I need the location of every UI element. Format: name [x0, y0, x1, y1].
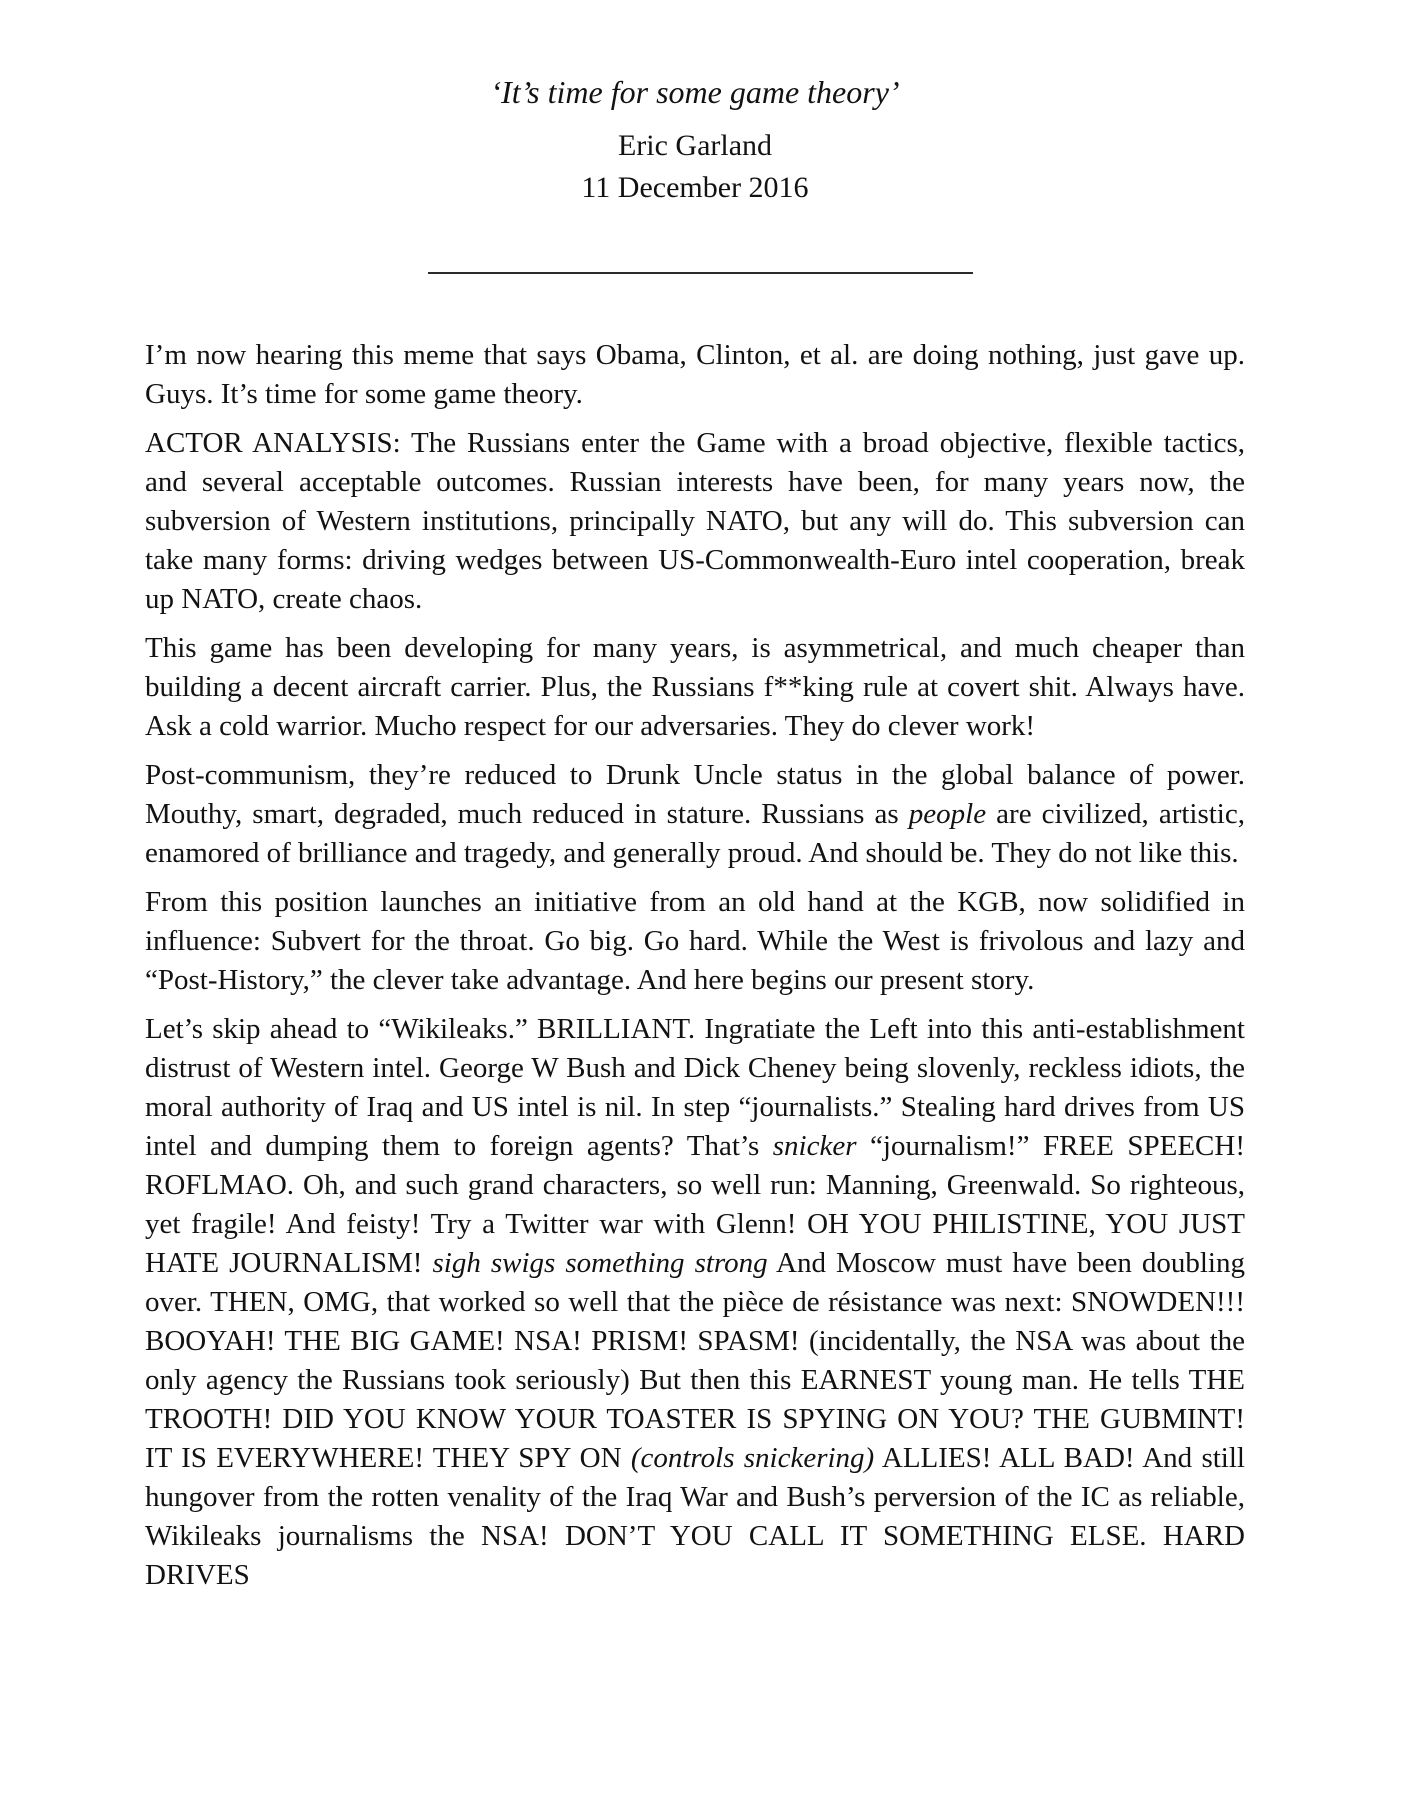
- text-run: ACTOR ANALYSIS: The Russians enter the Game with a broad objective, flexible tactics, and several acceptable outcomes. Russian interests have been, for many years now, the subversion of Western institutions, principally NATO, but any will do. This subversion can take many forms: driving wedges between US-Commonwealth-Euro intel cooperation, break up NATO, create chaos.: [145, 427, 1245, 615]
- document-author: Eric Garland: [617, 129, 773, 162]
- horizontal-rule: [428, 272, 973, 274]
- paragraph: [145, 336, 1245, 414]
- paragraph: [145, 756, 1245, 873]
- italic-text-run: people: [908, 798, 987, 830]
- italic-text-run: snicker: [772, 1130, 857, 1162]
- paragraph: [145, 424, 1245, 619]
- italic-text-run: (controls snickering): [630, 1442, 875, 1474]
- paragraph: [145, 1010, 1245, 1595]
- text-run: Post-communism, they’re reduced to Drunk Uncle status in the global balance of power. Mouthy, smart, degraded, much reduced in stature. Russians as: [145, 759, 1245, 830]
- document-title: ‘It’s time for some game theory’: [490, 74, 900, 110]
- text-run: I’m now hearing this meme that says Obama, Clinton, et al. are doing nothing, just gave up. Guys. It’s time for some game theory.: [145, 339, 1245, 410]
- paragraph: [145, 629, 1245, 746]
- text-run: ALLIES! ALL BAD! And still hungover from the rotten venality of the Iraq War and Bush’s perversion of the IC as reliable, Wikileaks journalisms the NSA! DON’T YOU CALL IT SOMETHING ELSE. HARD DRIVES: [145, 1442, 1245, 1591]
- document-date: 11 December 2016: [581, 171, 809, 204]
- text-run: And Moscow must have been doubling over. THEN, OMG, that worked so well that the pièce de résistance was next: SNOWDEN!!! BOOYAH! THE BIG GAME! NSA! PRISM! SPASM! (incidentally, the NSA was about the only agency the Russians took seriously) But then this EARNEST young man. He tells THE TROOTH! DID YOU KNOW YOUR TOASTER IS SPYING ON YOU? THE GUBMINT! IT IS EVERYWHERE! THEY SPY ON: [145, 1247, 1245, 1474]
- text-run: are civilized, artistic, enamored of brilliance and tragedy, and generally proud. And should be. They do not like this.: [145, 798, 1245, 869]
- text-run: Let’s skip ahead to “Wikileaks.” BRILLIANT. Ingratiate the Left into this anti-establishment distrust of Western intel. George W Bush and Dick Cheney being slovenly, reckless idiots, the moral authority of Iraq and US intel is nil. In step “journalists.” Stealing hard drives from US intel and dumping them to foreign agents? That’s: [145, 1013, 1245, 1162]
- text-run: From this position launches an initiative from an old hand at the KGB, now solidified in influence: Subvert for the throat. Go big. Go hard. While the West is frivolous and lazy and “Post-History,” the clever take advantage. And here begins our present story.: [145, 886, 1245, 996]
- italic-text-run: sigh swigs something strong: [432, 1247, 768, 1279]
- paragraph: [145, 883, 1245, 1000]
- text-run: “journalism!” FREE SPEECH! ROFLMAO. Oh, and such grand characters, so well run: Manning, Greenwald. So righteous, yet fragile! And feisty! Try a Twitter war with Glenn! OH YOU PHILISTINE, YOU JUST HATE JOURNALISM!: [145, 1130, 1245, 1279]
- text-run: This game has been developing for many years, is asymmetrical, and much cheaper than building a decent aircraft carrier. Plus, the Russians f**king rule at covert shit. Always have. Ask a cold warrior. Mucho respect for our adversaries. They do clever work!: [145, 632, 1245, 742]
- document-body: [145, 336, 1245, 1595]
- document-heading: [145, 0, 1245, 206]
